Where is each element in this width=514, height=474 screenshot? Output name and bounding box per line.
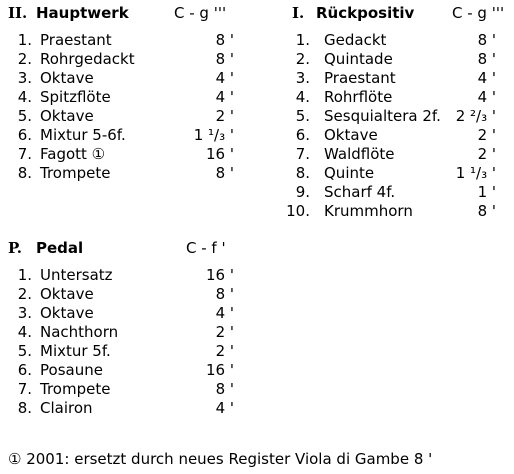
stop-number: 3. [17,304,32,322]
stop-row [286,202,496,221]
stop-size: 2 ' [477,145,496,163]
stop-row [8,50,234,69]
stop-name: Mixtur 5-6f. [40,126,126,144]
stop-row [8,323,234,342]
stop-row [8,107,234,126]
stop-name: Oktave [40,69,94,87]
stop-number: 10. [286,202,310,220]
stop-name: Clairon [40,399,93,417]
stop-size: 2 ²/₃ ' [455,107,496,125]
stop-size: 4 ' [215,69,234,87]
stop-row [286,145,496,164]
stop-row [286,69,496,88]
stop-number: 7. [17,380,32,398]
stop-number: 3. [17,69,32,87]
division-numeral: II. [8,4,28,22]
stop-row [8,304,234,323]
stop-row [8,342,234,361]
stop-row [286,31,496,50]
stop-size: 1 ' [477,183,496,201]
stop-name: Posaune [40,361,103,379]
stop-number: 5. [17,342,32,360]
stop-name: Rohrgedackt [40,50,135,68]
stop-name: Sesquialtera 2f. [324,107,441,125]
stop-size: 2 ' [215,342,234,360]
stop-size: 1 ¹/₃ ' [455,164,496,182]
stop-number: 8. [17,164,32,182]
division-name: Rückpositiv [316,4,415,22]
stop-name: Trompete [40,164,111,182]
division-pedal [8,239,234,418]
stop-number: 6. [17,126,32,144]
stop-number: 7. [295,145,310,163]
stop-number: 7. [17,145,32,163]
stop-name: Krummhorn [324,202,413,220]
stop-size: 8 ' [215,380,234,398]
stop-name: Trompete [40,380,111,398]
stop-size: 4 ' [477,69,496,87]
stop-row [286,88,496,107]
stop-name: Oktave [40,285,94,303]
stop-size: 4 ' [215,88,234,106]
stop-name: Rohrflöte [324,88,393,106]
stop-size: 2 ' [477,126,496,144]
stop-row [8,69,234,88]
stop-number: 1. [17,31,32,49]
stop-number: 4. [295,88,310,106]
stop-number: 1. [295,31,310,49]
stop-name: Waldflöte [324,145,395,163]
stop-row [286,50,496,69]
division-header [8,239,234,261]
stop-name: Praestant [324,69,396,87]
stop-number: 8. [295,164,310,182]
stop-size: 16 ' [206,361,234,379]
division-range: C - g ''' [174,4,227,22]
stop-number: 5. [17,107,32,125]
stop-list [8,266,234,418]
stop-name: Oktave [324,126,378,144]
stop-number: 4. [17,88,32,106]
stop-size: 4 ' [215,304,234,322]
stop-name: Oktave [40,107,94,125]
stop-size: 8 ' [215,31,234,49]
stop-size: 8 ' [477,50,496,68]
stop-name: Gedackt [324,31,387,49]
stop-name: Quinte [324,164,375,182]
stop-size: 4 ' [477,88,496,106]
division-header [8,4,234,26]
division-range: C - f ' [186,239,226,257]
stop-row [286,183,496,202]
stop-number: 2. [17,50,32,68]
stop-row [8,145,234,164]
footnote: ① 2001: ersetzt durch neues Register Viola di Gambe 8 ' [8,450,433,468]
stop-name: Quintade [324,50,393,68]
stop-list [286,31,496,221]
stop-name: Untersatz [40,266,113,284]
stop-row [8,380,234,399]
stop-number: 1. [17,266,32,284]
stop-row [8,361,234,380]
division-hauptwerk [8,4,234,183]
stop-size: 8 ' [477,31,496,49]
stop-size: 16 ' [206,266,234,284]
stop-row [8,31,234,50]
stop-number: 3. [295,69,310,87]
stop-name: Spitzflöte [40,88,111,106]
stop-number: 2. [17,285,32,303]
division-name: Hauptwerk [36,4,129,22]
stop-size: 8 ' [477,202,496,220]
stop-row [8,88,234,107]
stop-list [8,31,234,183]
stop-row [8,164,234,183]
stop-size: 8 ' [215,285,234,303]
stop-name: Praestant [40,31,112,49]
division-name: Pedal [36,239,84,257]
division-range: C - g ''' [452,4,505,22]
stop-size: 2 ' [215,107,234,125]
stop-row [286,107,496,126]
stop-row [286,164,496,183]
stop-name: Oktave [40,304,94,322]
stop-size: 16 ' [206,145,234,163]
stop-name: Scharf 4f. [324,183,396,201]
stop-size: 8 ' [215,164,234,182]
stop-number: 4. [17,323,32,341]
stop-number: 2. [295,50,310,68]
stop-number: 6. [295,126,310,144]
stop-size: 8 ' [215,50,234,68]
stop-row [286,126,496,145]
stop-size: 2 ' [215,323,234,341]
stop-name: Nachthorn [40,323,119,341]
stop-row [8,126,234,145]
stop-row [8,285,234,304]
stop-name: Fagott ① [40,145,106,163]
division-numeral: I. [292,4,305,22]
stop-number: 5. [295,107,310,125]
stop-row [8,399,234,418]
stop-row [8,266,234,285]
stop-number: 9. [295,183,310,201]
division-numeral: P. [8,239,23,257]
stop-name: Mixtur 5f. [40,342,111,360]
division-header [286,4,505,26]
stop-number: 8. [17,399,32,417]
stop-size: 1 ¹/₃ ' [193,126,234,144]
stop-number: 6. [17,361,32,379]
stop-size: 4 ' [215,399,234,417]
division-rueckpositiv [286,4,505,221]
